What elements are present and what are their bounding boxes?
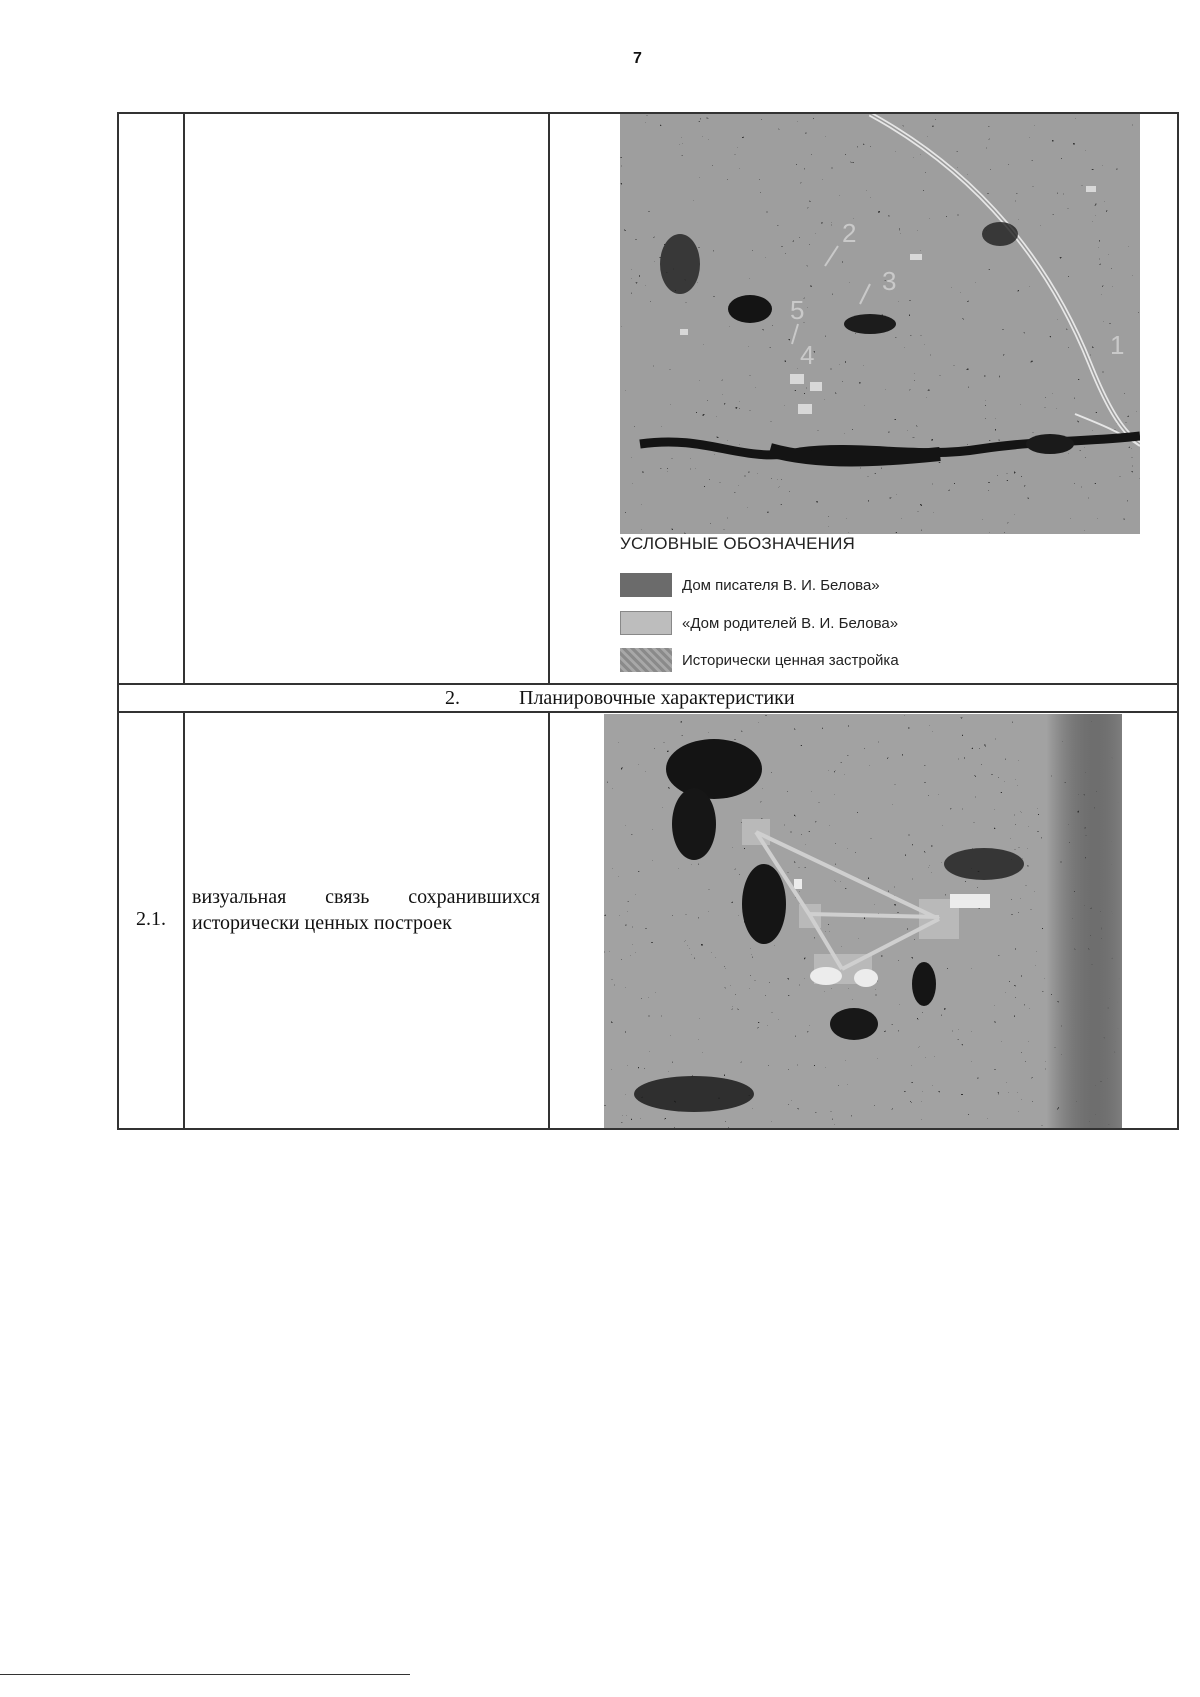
legend-swatch-pattern bbox=[620, 648, 672, 672]
table-row-line-2 bbox=[117, 711, 1179, 713]
legend-label: «Дом родителей В. И. Белова» bbox=[682, 614, 899, 632]
legend-swatch-dark bbox=[620, 573, 672, 597]
table-col-line-3 bbox=[183, 711, 185, 1130]
table-col-line-1 bbox=[183, 112, 185, 684]
map-marker-3: 3 bbox=[882, 266, 897, 296]
row-description: визуальная связь сохранившихся исторически ценных построек bbox=[192, 886, 540, 934]
map-image-2 bbox=[604, 714, 1122, 1128]
row-number: 2.1. bbox=[136, 908, 166, 930]
legend-swatch-light bbox=[620, 611, 672, 635]
section-heading bbox=[119, 686, 1177, 710]
legend-title: УСЛОВНЫЕ ОБОЗНАЧЕНИЯ bbox=[620, 534, 856, 553]
map-image-1 bbox=[620, 114, 1140, 534]
table-col-line-4 bbox=[548, 711, 550, 1130]
legend-label: Исторически ценная застройка bbox=[682, 651, 899, 669]
table-col-line-2 bbox=[548, 112, 550, 684]
legend-item-historic-buildings bbox=[620, 647, 899, 673]
map-marker-2: 2 bbox=[842, 218, 857, 248]
map-marker-1: 1 bbox=[1110, 330, 1125, 360]
legend-label: Дом писателя В. И. Белова» bbox=[682, 576, 880, 594]
section-number: 2. bbox=[445, 687, 460, 709]
legend-item-parents-house bbox=[620, 610, 898, 636]
footnote-line bbox=[0, 1674, 410, 1675]
map-marker-4: 4 bbox=[800, 340, 815, 370]
table-row-line-1 bbox=[117, 683, 1179, 685]
legend-item-writer-house bbox=[620, 572, 880, 598]
section-title: Планировочные характеристики bbox=[519, 687, 795, 709]
map-marker-5: 5 bbox=[790, 295, 805, 325]
page-number: 7 bbox=[633, 50, 642, 67]
